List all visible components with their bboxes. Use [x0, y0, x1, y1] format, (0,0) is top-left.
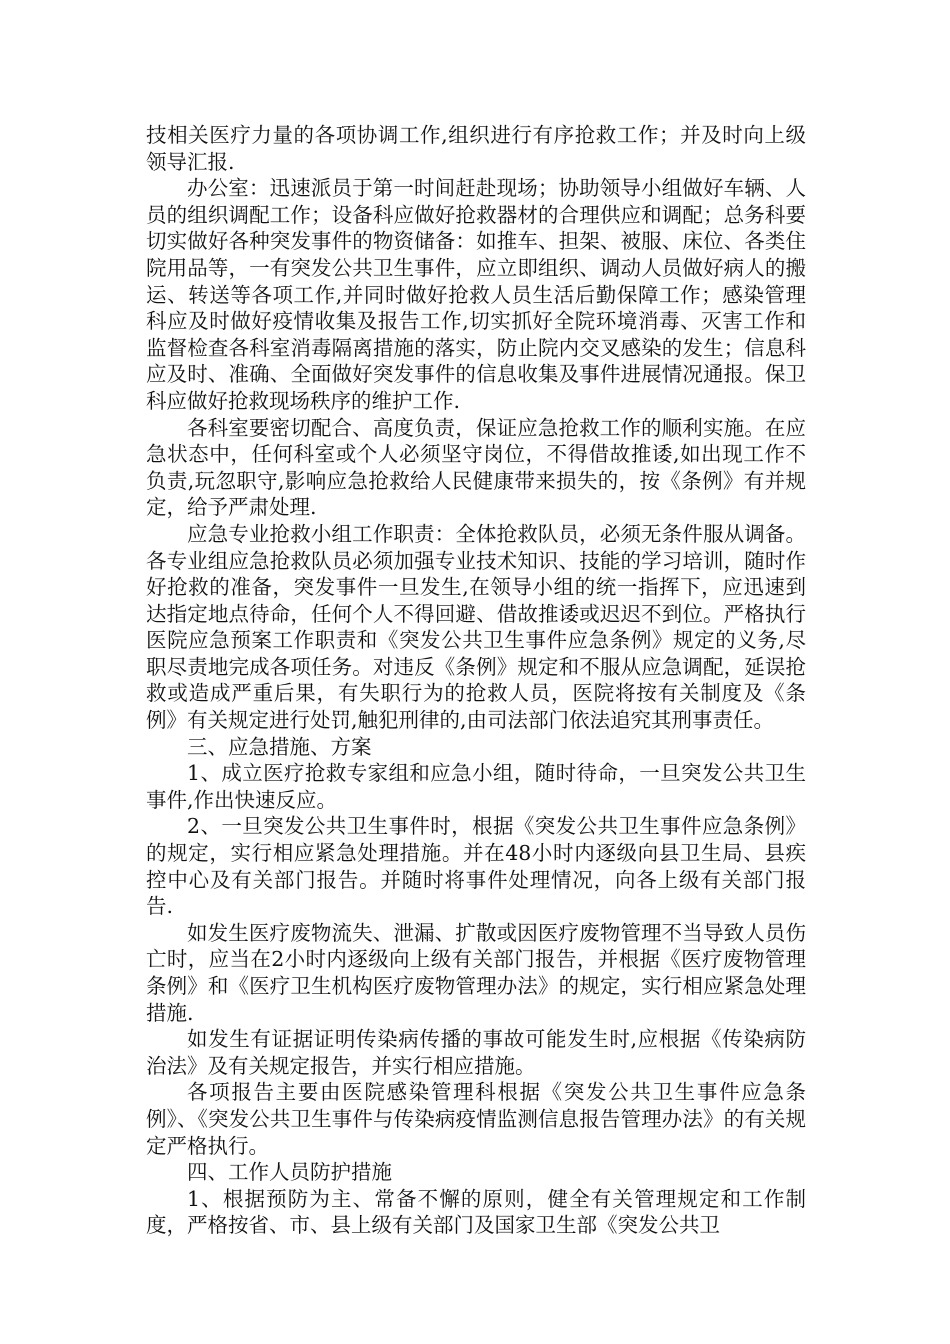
paragraph-rescue-team-duties: 应急专业抢救小组工作职责：全体抢救队员，必须无条件服从调备。各专业组应急抢救队员必须加强专业技术知识、技能的学习培训，随时作好抢救的准备，突发事件一旦发生,在领导小组的统一指挥下，应迅速到达指定地点待命，任何个人不得回避、借故推诿或迟迟不到位。严格执行医院应急预案工作职责和《突发公共卫生事件应急条例》规定的义务,尽职尽责地完成各项任务。对违反《条例》规定和不服从应急调配，延误抢救或造成严重后果，有失职行为的抢救人员，医院将按有关制度及《条例》有关规定进行处罚,触犯刑律的,由司法部门依法追究其刑事责任。: [146, 521, 806, 733]
paragraph-reporting: 各项报告主要由医院感染管理科根据《突发公共卫生事件应急条例》、《突发公共卫生事件与传染病疫情监测信息报告管理办法》的有关规定严格执行。: [146, 1080, 806, 1158]
paragraph-department-cooperation: 各科室要密切配合、高度负责，保证应急抢救工作的顺利实施。在应急状态中，任何科室或个人必须坚守岗位，不得借故推诿,如出现工作不负责,玩忽职守,影响应急抢救给人民健康带来损失的，按《条例》有并规定，给予严肃处理.: [146, 415, 806, 520]
paragraph-medical-waste: 如发生医疗废物流失、泄漏、扩散或因医疗废物管理不当导致人员伤亡时，应当在2小时内逐级向上级有关部门报告，并根据《医疗废物管理条例》和《医疗卫生机构医疗废物管理办法》的规定，实行相应紧急处理措施.: [146, 920, 806, 1025]
paragraph-office-duties: 办公室：迅速派员于第一时间赶赴现场；协助领导小组做好车辆、人员的组织调配工作；设备科应做好抢救器材的合理供应和调配；总务科要切实做好各种突发事件的物资储备：如推车、担架、被服、床位、各类住院用品等，一有突发公共卫生事件，应立即组织、调动人员做好病人的搬运、转送等各项工作,并同时做好抢救人员生活后勤保障工作；感染管理科应及时做好疫情收集及报告工作,切实抓好全院环境消毒、灭害工作和监督检查各科室消毒隔离措施的落实，防止院内交叉感染的发生；信息科应及时、准确、全面做好突发事件的信息收集及事件进展情况通报。保卫科应做好抢救现场秩序的维护工作.: [146, 176, 806, 413]
paragraph-protection-1: 1、根据预防为主、常备不懈的原则，健全有关管理规定和工作制度，严格按省、市、县上级有关部门及国家卫生部《突发公共卫: [146, 1186, 806, 1238]
document-page: [146, 122, 806, 1239]
paragraph-measure-1: 1、成立医疗抢救专家组和应急小组，随时待命，一旦突发公共卫生事件,作出快速反应。: [146, 761, 806, 812]
paragraph-measure-2: 2、一旦突发公共卫生事件时，根据《突发公共卫生事件应急条例》的规定，实行相应紧急处理措施。并在48小时内逐级向县卫生局、县疾控中心及有关部门报告。并随时将事件处理情况，向各上级有关部门报告.: [146, 814, 806, 919]
section-heading-staff-protection: 四、工作人员防护措施: [187, 1160, 392, 1185]
paragraph-continuation: 技相关医疗力量的各项协调工作,组织进行有序抢救工作；并及时向上级领导汇报.: [146, 123, 806, 174]
paragraph-infectious-disease: 如发生有证据证明传染病传播的事故可能发生时,应根据《传染病防治法》及有关规定报告，并实行相应措施。: [146, 1027, 806, 1078]
section-heading-emergency-measures: 三、应急措施、方案: [187, 734, 372, 759]
